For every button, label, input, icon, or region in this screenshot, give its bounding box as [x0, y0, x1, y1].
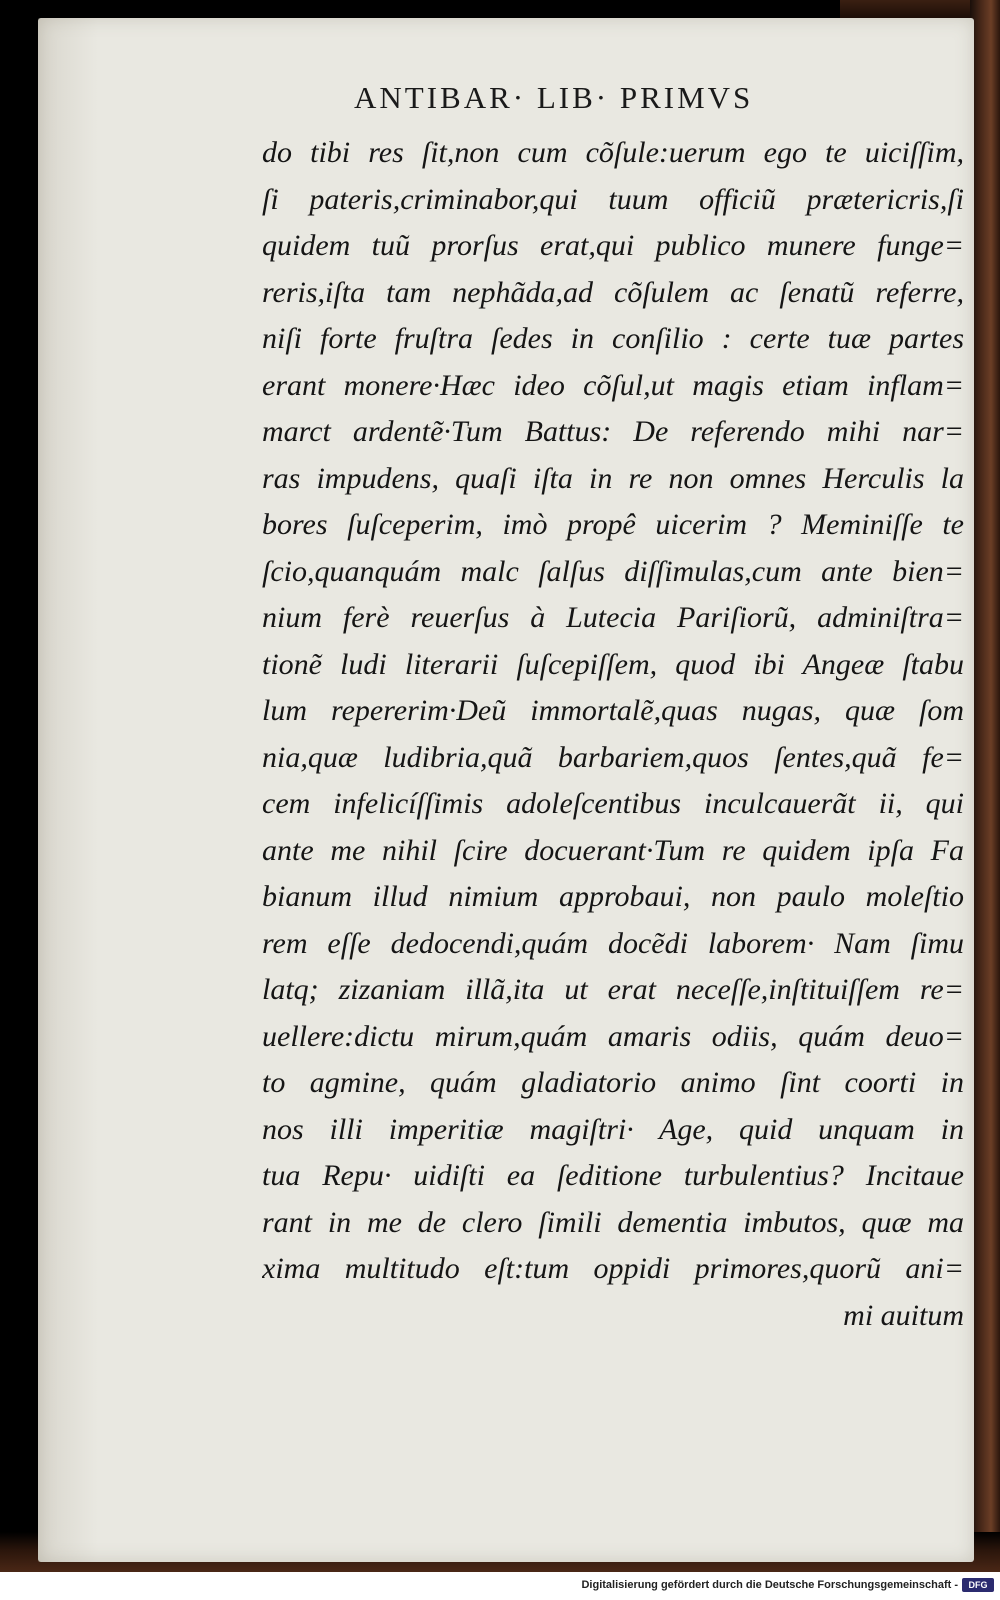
text-line: to agmine, quám gladiatorio animo ſint coorti in — [262, 1066, 964, 1099]
text-line: ſi pateris,criminabor,qui tuum officiũ prætericris,ſi — [262, 182, 964, 216]
funding-notice: Digitalisierung gefördert durch die Deutsche Forschungsgemeinschaft - — [581, 1579, 958, 1591]
text-line: nia,quæ ludibria,quã barbariem,quos ſentes,quã fe= — [262, 740, 964, 774]
text-line: marct ardentẽ·Tum Battus: De referendo mihi nar= — [262, 415, 964, 448]
text-line: latq; zizaniam illã,ita ut erat neceſſe,inſtituiſſem re= — [262, 973, 964, 1006]
text-line: quidem tuũ prorſus erat,qui publico munere funge= — [262, 229, 964, 262]
text-line: bianum illud nimium approbaui, non paulo moleſtio — [262, 880, 964, 913]
text-line: do tibi res ſit,non cum cõſule:uerum ego te uiciſſim, — [262, 136, 964, 169]
page-gutter-shade — [38, 18, 98, 1562]
text-line: ante me nihil ſcire docuerant·Tum re quidem ipſa Fa — [262, 833, 964, 867]
text-line: xima multitudo eſt:tum oppidi primores,quorũ ani= — [262, 1252, 964, 1285]
catchword-line: mi auitum — [843, 1298, 964, 1332]
text-line: lum repererim·Deũ immortalẽ,quas nugas, quæ ſom — [262, 694, 964, 727]
text-line: nos illi imperitiæ magiſtri· Age, quid unquam in — [262, 1112, 964, 1146]
text-block — [262, 130, 964, 1339]
text-line: bores ſuſceperim, imò propê uicerim ? Meminiſſe te — [262, 508, 964, 541]
text-line: niſi forte fruſtra ſedes in conſilio : certe tuæ partes — [262, 322, 964, 355]
text-line: rant in me de clero ſimili dementia imbutos, quæ ma — [262, 1205, 964, 1239]
text-line: reris,iſta tam nephãda,ad cõſulem ac ſenatũ referre, — [262, 275, 964, 309]
book-page — [38, 18, 974, 1562]
running-head: ANTIBAR· LIB· PRIMVS — [354, 80, 754, 115]
text-line: erant monere·Hæc ideo cõſul,ut magis etiam inflam= — [262, 368, 964, 402]
book-edge-right — [970, 0, 1000, 1572]
text-line: ſcio,quanquám malc ſalſus diſſimulas,cum ante bien= — [262, 554, 964, 588]
text-line: ras impudens, quaſi iſta in re non omnes Herculis la — [262, 461, 964, 495]
footer-bar — [0, 1572, 1000, 1600]
text-line: tionẽ ludi literarii ſuſcepiſſem, quod ibi Angeæ ſtabu — [262, 647, 964, 681]
text-line: rem eſſe dedocendi,quám docẽdi laborem· Nam ſimu — [262, 926, 964, 960]
text-line: tua Repu· uidiſti ea ſeditione turbulentius? Incitaue — [262, 1159, 964, 1192]
text-line: uellere:dictu mirum,quám amaris odiis, quám deuo= — [262, 1019, 964, 1053]
text-line: nium ferè reuerſus à Lutecia Pariſiorũ, adminiſtra= — [262, 601, 964, 634]
dfg-logo: DFG — [962, 1578, 994, 1592]
text-line: cem infelicíſſimis adoleſcentibus inculcauerãt ii, qui — [262, 787, 964, 820]
